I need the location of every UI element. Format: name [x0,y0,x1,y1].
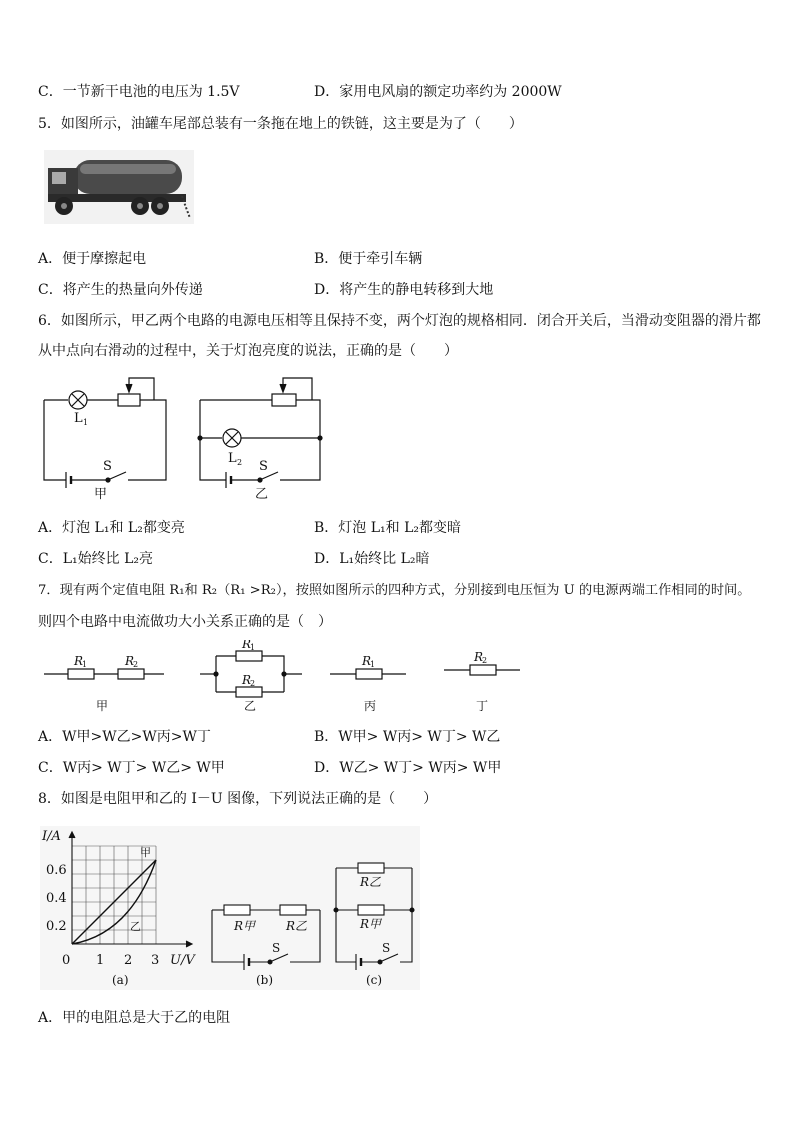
q5-stem: 5．如图所示，油罐车尾部总装有一条拖在地上的铁链，这主要是为了（ ） [38,116,523,132]
q7-label-bing: 丙 [364,699,377,713]
q7-jia-r2: R [125,654,135,668]
iu-xtick-2: 2 [124,953,133,968]
iu-xtick-3: 3 [151,953,160,968]
iu-curve-jia-label: 甲 [140,846,151,859]
q7-jia-r1: R [74,654,84,668]
q7-bing-r1-sub: 1 [370,660,376,669]
circuit-b-s: S [272,941,281,955]
q7-bing-r1: R [362,654,372,668]
q4-option-d: D．家用电风扇的额定功率约为 2000W [314,84,562,100]
q7-stem-line1: 7．现有两个定值电阻 R₁和 R₂（R₁ >R₂），按照如图所示的四种方式，分别接到电压恒为 U 的电源两端工作相同的时间。 [38,583,751,598]
circuit-c-r-jia: R甲 [360,917,382,931]
q6-label-l2-sub: 2 [237,458,243,467]
q7-label-ding: 丁 [476,699,489,713]
q7-jia-r1-sub: 1 [82,660,88,669]
q7-yi-r2-sub: 2 [250,679,256,688]
q7-label-yi: 乙 [244,699,257,713]
iu-ytick-02: 0.2 [46,919,67,934]
iu-ytick-06: 0.6 [46,863,67,878]
q5-option-a: A．便于摩擦起电 [38,251,147,267]
q7-option-d: D．W乙> W丁> W丙> W甲 [314,760,502,776]
q7-stem-line2: 则四个电路中电流做功大小关系正确的是（ ） [38,614,332,630]
tanker-truck-image [44,150,194,224]
q6-option-c: C．L₁始终比 L₂亮 [38,551,153,567]
q5-option-c: C．将产生的热量向外传递 [38,282,203,298]
circuit-c-r-yi: R乙 [360,875,382,889]
q6-label-s2: S [259,459,268,474]
q8-figure [40,826,420,990]
circuit-c-s: S [382,941,391,955]
q6-label-l1-sub: 1 [83,418,89,427]
iu-xtick-1: 1 [96,953,105,968]
circuit-b-r-jia: R甲 [234,919,256,933]
q6-label-l2: L [228,451,237,466]
q7-yi-r1-sub: 1 [250,643,256,652]
q8-stem: 8．如图是电阻甲和乙的 I－U 图像，下列说法正确的是（ ） [38,791,438,807]
q5-option-b: B．便于牵引车辆 [314,251,423,267]
caption-a: (a) [112,973,129,987]
q6-label-l1: L [74,411,83,426]
q4-option-c: C．一节新干电池的电压为 1.5V [38,84,240,100]
iu-xtick-0: 0 [62,953,71,968]
iu-ylabel: I/A [42,829,61,844]
iu-xlabel: U/V [170,953,195,968]
q6-label-yi: 乙 [255,487,269,502]
q7-ding-r2: R [474,650,484,664]
q7-jia-r2-sub: 2 [133,660,139,669]
q6-stem-line1: 6．如图所示，甲乙两个电路的电源电压相等且保持不变，两个灯泡的规格相同．闭合开关后，当滑动变阻器的滑片都 [38,313,761,329]
q7-option-b: B．W甲> W丙> W丁> W乙 [314,729,501,745]
iu-curve-yi-label: 乙 [130,920,141,933]
q7-label-jia: 甲 [96,699,109,713]
q6-option-a: A．灯泡 L₁和 L₂都变亮 [38,520,185,536]
q5-option-d: D．将产生的静电转移到大地 [314,282,494,298]
q7-resistor-figure [40,640,530,716]
q6-option-b: B．灯泡 L₁和 L₂都变暗 [314,520,462,536]
iu-ytick-04: 0.4 [46,891,67,906]
caption-b: (b) [256,973,274,987]
q7-yi-r2: R [242,673,252,687]
q7-option-c: C．W丙> W丁> W乙> W甲 [38,760,225,776]
q6-label-jia: 甲 [94,487,108,502]
q6-label-s1: S [103,459,112,474]
q6-stem-line2: 从中点向右滑动的过程中，关于灯泡亮度的说法，正确的是（ ） [38,343,458,359]
q7-yi-r1: R [242,640,252,651]
q8-option-a: A．甲的电阻总是大于乙的电阻 [38,1010,231,1026]
q7-ding-r2-sub: 2 [482,656,488,665]
q7-option-a: A．W甲>W乙>W丙>W丁 [38,729,211,745]
q6-circuit-figure [40,372,340,502]
circuit-b-r-yi: R乙 [286,919,308,933]
caption-c: (c) [366,973,383,987]
q6-option-d: D．L₁始终比 L₂暗 [314,551,430,567]
